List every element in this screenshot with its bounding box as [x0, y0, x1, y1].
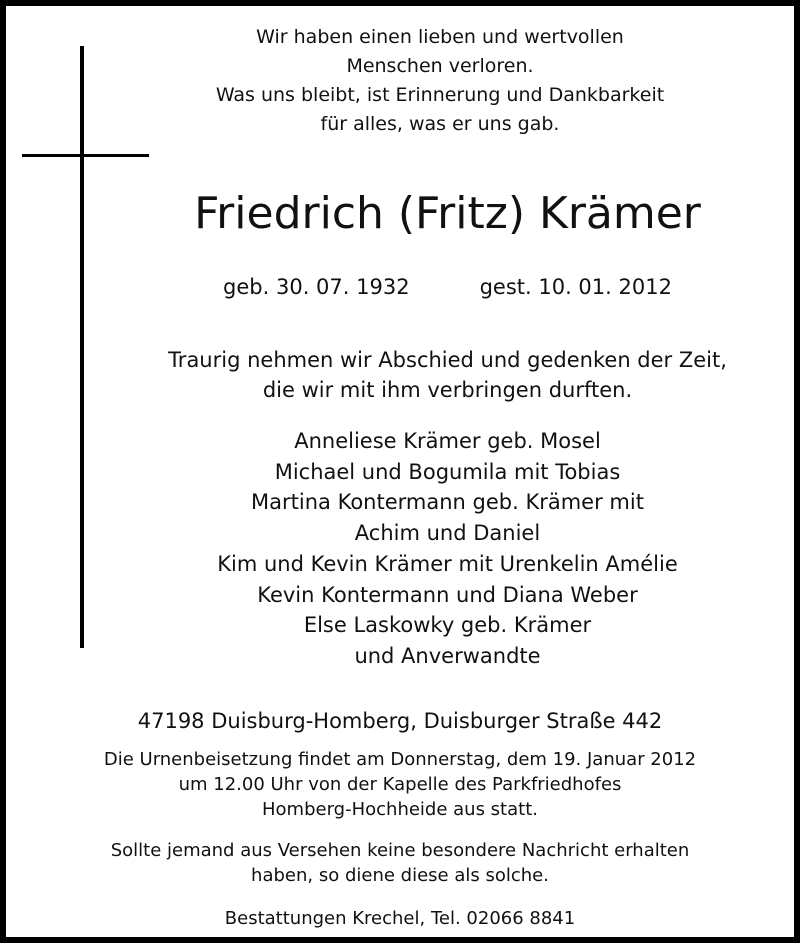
- mourning-text: [101, 345, 794, 405]
- note-line: haben, so diene diese als solche.: [251, 865, 549, 886]
- life-dates: [101, 270, 794, 304]
- verse-line: für alles, was er uns gab.: [320, 113, 560, 135]
- notification-note: [6, 838, 794, 888]
- family-line: Michael und Bogumila mit Tobias: [274, 459, 621, 484]
- family-line: und Anverwandte: [354, 643, 541, 668]
- family-line: Achim und Daniel: [354, 521, 541, 546]
- funeral-line: Homberg-Hochheide aus statt.: [262, 799, 538, 820]
- family-line: Else Laskowky geb. Krämer: [303, 613, 592, 638]
- family-address: 47198 Duisburg-Homberg, Duisburger Straße 442: [137, 709, 663, 733]
- funeral-line: um 12.00 Uhr von der Kapelle des Parkfriedhofes: [178, 774, 622, 795]
- mourning-line: Traurig nehmen wir Abschied und gedenken der Zeit,: [168, 348, 727, 372]
- death-date: gest. 10. 01. 2012: [479, 275, 672, 299]
- family-line: Kevin Kontermann und Diana Weber: [257, 582, 638, 607]
- deceased-name: Friedrich (Fritz) Krämer: [194, 188, 701, 239]
- note-line: Sollte jemand aus Versehen keine besondere Nachricht erhalten: [110, 840, 690, 861]
- funeral-line: Die Urnenbeisetzung findet am Donnerstag, dem 19. Januar 2012: [103, 749, 697, 770]
- mourning-line: die wir mit ihm verbringen durften.: [262, 378, 633, 402]
- verse-line: Menschen verloren.: [346, 55, 534, 77]
- cross-horizontal-bar: [22, 154, 149, 157]
- birth-date: geb. 30. 07. 1932: [223, 275, 410, 299]
- cross-vertical-bar: [80, 46, 84, 648]
- family-line: Martina Kontermann geb. Krämer mit: [251, 490, 644, 515]
- opening-verse: [86, 23, 794, 139]
- verse-line: Wir haben einen lieben und wertvollen: [256, 26, 624, 48]
- family-list: [101, 426, 794, 672]
- family-line: Kim und Kevin Krämer mit Urenkelin Amélie: [217, 551, 678, 576]
- funeral-info: [6, 747, 794, 822]
- undertaker-contact: Bestattungen Krechel, Tel. 02066 8841: [224, 908, 576, 929]
- verse-line: Was uns bleibt, ist Erinnerung und Dankbarkeit: [215, 84, 665, 106]
- family-line: Anneliese Krämer geb. Mosel: [294, 429, 601, 453]
